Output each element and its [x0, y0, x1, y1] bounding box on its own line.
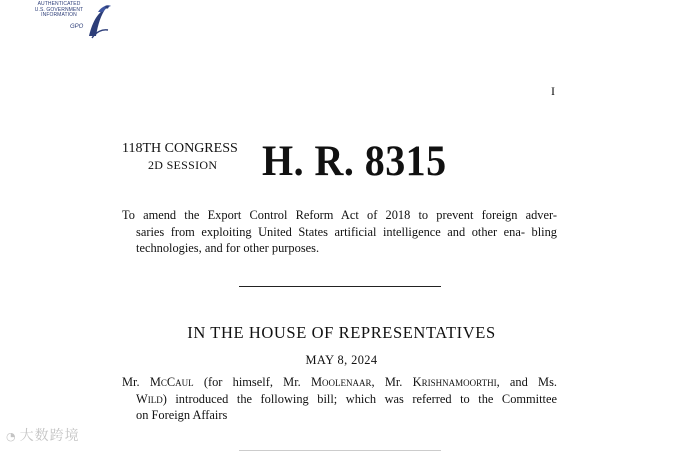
eagle-icon: [86, 2, 112, 40]
house-heading: IN THE HOUSE OF REPRESENTATIVES: [187, 323, 496, 342]
introduction-date: MAY 8, 2024: [305, 353, 378, 367]
intro-line-2-rest: ) introduced the following bill; which was referred to the Committee: [162, 391, 557, 406]
intro-line-3: on Foreign Affairs: [136, 408, 228, 422]
purpose-line-1: To amend the Export Control Reform Act of 2018 to prevent foreign adver-: [122, 208, 557, 222]
bill-number: H. R. 8315: [262, 138, 447, 185]
seal-text: [30, 2, 88, 19]
purpose-continuation: saries from exploiting United States artificial intelligence and other ena- bling technologies, and for other purposes.: [136, 224, 557, 255]
seal-line-3: INFORMATION: [41, 12, 77, 19]
bill-purpose: [122, 207, 557, 257]
sponsor-name: McCaul: [149, 375, 194, 389]
congress-session-block: [122, 141, 238, 173]
page-marker: I: [551, 84, 555, 98]
seal-line-2: U.S. GOVERNMENT: [34, 6, 84, 13]
intro-mid-2: , Mr.: [371, 375, 413, 389]
gpo-authentication-seal: [30, 2, 112, 40]
watermark: [6, 425, 80, 445]
cosponsor-name: Moolenaar: [310, 375, 372, 389]
intro-end: , and Ms.: [496, 375, 557, 389]
congress-label: 118TH CONGRESS: [122, 141, 238, 156]
session-label: 2D SESSION: [148, 158, 218, 172]
divider-rule: [239, 286, 441, 287]
seal-line-1: AUTHENTICATED: [37, 1, 81, 7]
intro-line-2: [122, 391, 557, 408]
intro-line-1: [122, 374, 557, 391]
cosponsor-name: Wild: [136, 391, 163, 406]
seal-gpo-mark: GPO: [70, 24, 84, 30]
intro-mid: (for himself, Mr.: [193, 375, 311, 389]
introduction-paragraph: [122, 374, 557, 424]
intro-prefix: Mr.: [122, 375, 150, 389]
watermark-logo-icon: ◔: [6, 430, 17, 443]
cosponsor-name: Krishnamoorthi: [412, 375, 497, 389]
watermark-text: 大数跨境: [19, 428, 80, 444]
